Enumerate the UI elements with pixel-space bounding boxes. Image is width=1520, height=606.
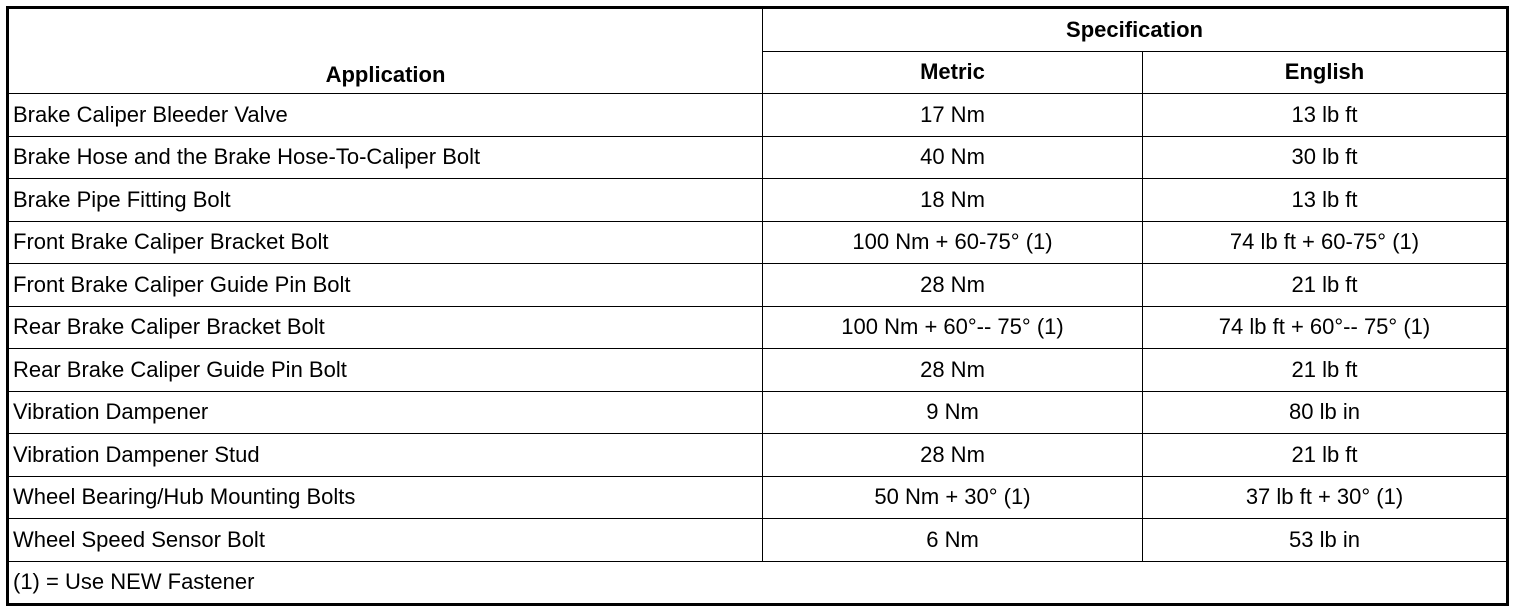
application-cell: Rear Brake Caliper Guide Pin Bolt [8,349,763,392]
table-row [8,519,1508,562]
table-row [8,434,1508,477]
metric-cell: 6 Nm [763,519,1143,562]
footnote: (1) = Use NEW Fastener [8,561,1508,605]
metric-cell: 50 Nm + 30° (1) [763,476,1143,519]
english-cell: 80 lb in [1143,391,1508,434]
fastener-spec-table [6,6,1509,606]
application-cell: Vibration Dampener Stud [8,434,763,477]
table-row [8,221,1508,264]
metric-cell: 40 Nm [763,136,1143,179]
english-header: English [1143,51,1508,94]
english-cell: 37 lb ft + 30° (1) [1143,476,1508,519]
table-row [8,391,1508,434]
application-cell: Front Brake Caliper Bracket Bolt [8,221,763,264]
english-cell: 21 lb ft [1143,434,1508,477]
table-footer [8,561,1508,605]
metric-cell: 28 Nm [763,264,1143,307]
table-row [8,94,1508,137]
header-row-top [8,8,1508,52]
application-cell: Brake Hose and the Brake Hose-To-Caliper Bolt [8,136,763,179]
application-cell: Vibration Dampener [8,391,763,434]
application-cell: Wheel Speed Sensor Bolt [8,519,763,562]
metric-cell: 18 Nm [763,179,1143,222]
application-cell: Wheel Bearing/Hub Mounting Bolts [8,476,763,519]
application-cell: Rear Brake Caliper Bracket Bolt [8,306,763,349]
metric-cell: 28 Nm [763,349,1143,392]
metric-cell: 17 Nm [763,94,1143,137]
table-header [8,8,1508,94]
table-row [8,264,1508,307]
table-row [8,476,1508,519]
english-cell: 13 lb ft [1143,94,1508,137]
application-cell: Brake Caliper Bleeder Valve [8,94,763,137]
metric-cell: 100 Nm + 60-75° (1) [763,221,1143,264]
table-row [8,136,1508,179]
application-cell: Front Brake Caliper Guide Pin Bolt [8,264,763,307]
application-header: Application [8,8,763,94]
metric-cell: 9 Nm [763,391,1143,434]
table-row [8,349,1508,392]
english-cell: 74 lb ft + 60°-- 75° (1) [1143,306,1508,349]
english-cell: 53 lb in [1143,519,1508,562]
footnote-row [8,561,1508,605]
english-cell: 74 lb ft + 60-75° (1) [1143,221,1508,264]
table-row [8,306,1508,349]
specification-header: Specification [763,8,1508,52]
english-cell: 13 lb ft [1143,179,1508,222]
english-cell: 30 lb ft [1143,136,1508,179]
application-cell: Brake Pipe Fitting Bolt [8,179,763,222]
english-cell: 21 lb ft [1143,264,1508,307]
english-cell: 21 lb ft [1143,349,1508,392]
table-row [8,179,1508,222]
metric-header: Metric [763,51,1143,94]
metric-cell: 28 Nm [763,434,1143,477]
table-body [8,94,1508,562]
metric-cell: 100 Nm + 60°-- 75° (1) [763,306,1143,349]
